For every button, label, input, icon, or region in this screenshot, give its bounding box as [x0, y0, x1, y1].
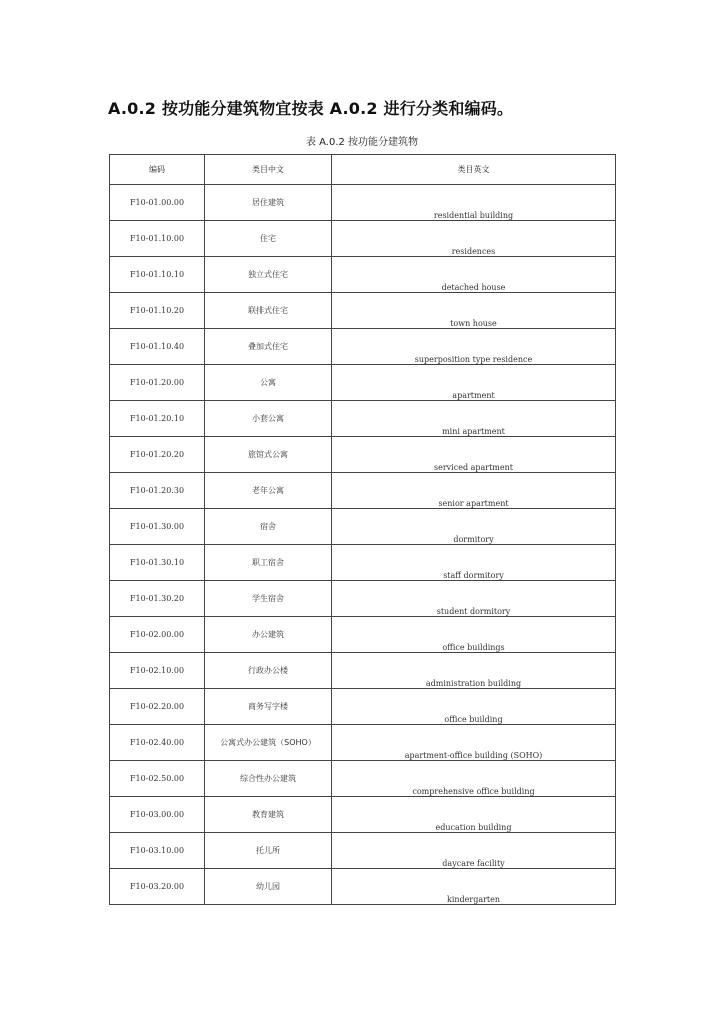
code-cell: F10-01.20.10 [110, 401, 205, 437]
table-row [110, 293, 616, 329]
code-cell: F10-01.30.20 [110, 581, 205, 617]
code-cell: F10-01.10.00 [110, 221, 205, 257]
chinese-name-cell: 行政办公楼 [205, 653, 332, 689]
english-name-cell: senior apartment [332, 473, 616, 509]
code-cell: F10-01.00.00 [110, 185, 205, 221]
code-cell: F10-01.10.40 [110, 329, 205, 365]
english-name-cell: serviced apartment [332, 437, 616, 473]
table-row [110, 581, 616, 617]
code-cell: F10-03.10.00 [110, 833, 205, 869]
english-name-cell: dormitory [332, 509, 616, 545]
english-name-cell: student dormitory [332, 581, 616, 617]
table-row [110, 761, 616, 797]
code-cell: F10-01.20.00 [110, 365, 205, 401]
table-row [110, 653, 616, 689]
chinese-name-cell: 居住建筑 [205, 185, 332, 221]
english-name-cell: daycare facility [332, 833, 616, 869]
chinese-name-cell: 宿舍 [205, 509, 332, 545]
table-row [110, 473, 616, 509]
english-name-cell: administration building [332, 653, 616, 689]
table-row [110, 509, 616, 545]
table-row [110, 185, 616, 221]
table-row [110, 257, 616, 293]
english-name-cell: detached house [332, 257, 616, 293]
chinese-name-cell: 住宅 [205, 221, 332, 257]
chinese-name-cell: 商务写字楼 [205, 689, 332, 725]
chinese-name-cell: 教育建筑 [205, 797, 332, 833]
table-row [110, 329, 616, 365]
table-row [110, 797, 616, 833]
english-name-cell: superposition type residence [332, 329, 616, 365]
english-name-cell: kindergarten [332, 869, 616, 905]
chinese-name-cell: 公寓式办公建筑（SOHO） [205, 725, 332, 761]
table-row [110, 689, 616, 725]
table-header-row [110, 155, 616, 185]
code-cell: F10-02.20.00 [110, 689, 205, 725]
code-cell: F10-02.00.00 [110, 617, 205, 653]
english-name-cell: education building [332, 797, 616, 833]
code-cell: F10-01.10.20 [110, 293, 205, 329]
table-row [110, 725, 616, 761]
english-name-cell: office buildings [332, 617, 616, 653]
chinese-name-cell: 联排式住宅 [205, 293, 332, 329]
english-name-cell: office building [332, 689, 616, 725]
chinese-name-cell: 叠加式住宅 [205, 329, 332, 365]
table-row [110, 869, 616, 905]
code-cell: F10-02.40.00 [110, 725, 205, 761]
table-caption: 表 A.0.2 按功能分建筑物 [305, 137, 419, 148]
english-name-cell: staff dormitory [332, 545, 616, 581]
section-heading: A.0.2 按功能分建筑物宜按表 A.0.2 进行分类和编码。 [108, 99, 514, 118]
table-row [110, 365, 616, 401]
building-classification-table [109, 154, 616, 905]
code-cell: F10-01.20.30 [110, 473, 205, 509]
code-cell: F10-01.30.00 [110, 509, 205, 545]
table-row [110, 221, 616, 257]
code-cell: F10-02.10.00 [110, 653, 205, 689]
header-chinese-name: 类目中文 [205, 155, 332, 185]
chinese-name-cell: 旅馆式公寓 [205, 437, 332, 473]
code-cell: F10-02.50.00 [110, 761, 205, 797]
code-cell: F10-01.10.10 [110, 257, 205, 293]
english-name-cell: town house [332, 293, 616, 329]
header-code: 编码 [110, 155, 205, 185]
english-name-cell: apartment-office building (SOHO) [332, 725, 616, 761]
table-row [110, 401, 616, 437]
chinese-name-cell: 幼儿园 [205, 869, 332, 905]
code-cell: F10-03.00.00 [110, 797, 205, 833]
chinese-name-cell: 职工宿舍 [205, 545, 332, 581]
chinese-name-cell: 公寓 [205, 365, 332, 401]
code-cell: F10-03.20.00 [110, 869, 205, 905]
table-row [110, 437, 616, 473]
chinese-name-cell: 办公建筑 [205, 617, 332, 653]
chinese-name-cell: 综合性办公建筑 [205, 761, 332, 797]
english-name-cell: mini apartment [332, 401, 616, 437]
english-name-cell: residences [332, 221, 616, 257]
english-name-cell: apartment [332, 365, 616, 401]
english-name-cell: residential building [332, 185, 616, 221]
chinese-name-cell: 老年公寓 [205, 473, 332, 509]
english-name-cell: comprehensive office building [332, 761, 616, 797]
table-row [110, 545, 616, 581]
table-row [110, 617, 616, 653]
header-english-name: 类目英文 [332, 155, 616, 185]
chinese-name-cell: 学生宿舍 [205, 581, 332, 617]
chinese-name-cell: 托儿所 [205, 833, 332, 869]
code-cell: F10-01.30.10 [110, 545, 205, 581]
chinese-name-cell: 小套公寓 [205, 401, 332, 437]
table-row [110, 833, 616, 869]
chinese-name-cell: 独立式住宅 [205, 257, 332, 293]
code-cell: F10-01.20.20 [110, 437, 205, 473]
